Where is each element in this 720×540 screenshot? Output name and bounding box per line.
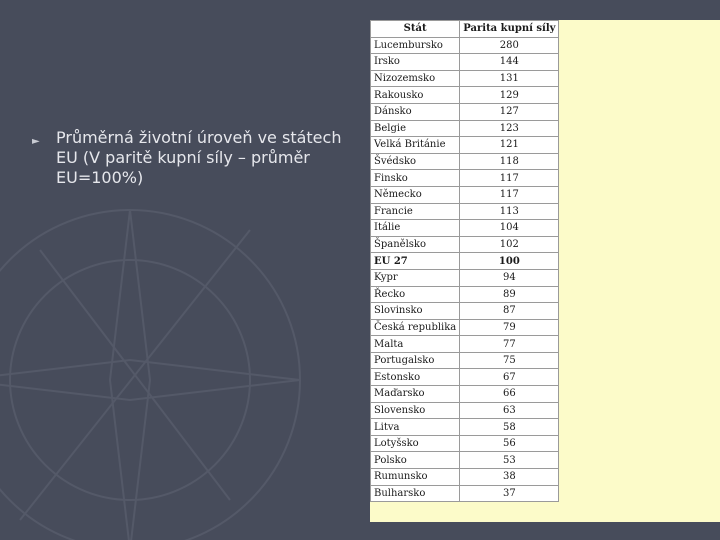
table-row: [371, 435, 559, 452]
value-cell: 144: [460, 54, 559, 71]
country-cell: Německo: [371, 186, 460, 203]
table-row: [371, 336, 559, 353]
country-cell: Česká republika: [371, 319, 460, 336]
table-row: [371, 236, 559, 253]
table-row: [371, 70, 559, 87]
value-cell: 118: [460, 153, 559, 170]
value-cell: 123: [460, 120, 559, 137]
bullet-arrow-icon: ►: [32, 136, 40, 147]
table-row: [371, 103, 559, 120]
value-cell: 37: [460, 485, 559, 502]
country-cell: EU 27: [371, 253, 460, 270]
bullet-text: Průměrná životní úroveň ve státech EU (V paritě kupní síly – průměr EU=100%): [56, 128, 342, 187]
table-row: [371, 87, 559, 104]
value-cell: 117: [460, 186, 559, 203]
table-row: [371, 386, 559, 403]
table-row: [371, 419, 559, 436]
value-cell: 117: [460, 170, 559, 187]
country-cell: Bulharsko: [371, 485, 460, 502]
country-cell: Rumunsko: [371, 469, 460, 486]
value-cell: 53: [460, 452, 559, 469]
table-row: [371, 120, 559, 137]
country-cell: Slovinsko: [371, 303, 460, 320]
table-row: [371, 253, 559, 270]
country-cell: Finsko: [371, 170, 460, 187]
country-cell: Nizozemsko: [371, 70, 460, 87]
country-cell: Litva: [371, 419, 460, 436]
table-row: [371, 352, 559, 369]
value-cell: 79: [460, 319, 559, 336]
column-header-value: Parita kupní síly: [460, 21, 559, 38]
table-row: [371, 269, 559, 286]
country-cell: Lotyšsko: [371, 435, 460, 452]
table-row: [371, 485, 559, 502]
table-row: [371, 186, 559, 203]
value-cell: 75: [460, 352, 559, 369]
country-cell: Řecko: [371, 286, 460, 303]
table-row: [371, 54, 559, 71]
table-row: [371, 369, 559, 386]
country-cell: Španělsko: [371, 236, 460, 253]
value-cell: 280: [460, 37, 559, 54]
country-cell: Francie: [371, 203, 460, 220]
value-cell: 129: [460, 87, 559, 104]
column-header-country: Stát: [371, 21, 460, 38]
table-row: [371, 170, 559, 187]
country-cell: Dánsko: [371, 103, 460, 120]
table-row: [371, 319, 559, 336]
table-header-row: [371, 21, 559, 38]
table-row: [371, 402, 559, 419]
table-row: [371, 286, 559, 303]
table-row: [371, 153, 559, 170]
country-cell: Švédsko: [371, 153, 460, 170]
table-row: [371, 137, 559, 154]
country-cell: Rakousko: [371, 87, 460, 104]
value-cell: 113: [460, 203, 559, 220]
country-cell: Portugalsko: [371, 352, 460, 369]
country-cell: Kypr: [371, 269, 460, 286]
table-row: [371, 37, 559, 54]
value-cell: 63: [460, 402, 559, 419]
table-row: [371, 203, 559, 220]
value-cell: 56: [460, 435, 559, 452]
value-cell: 38: [460, 469, 559, 486]
country-cell: Slovensko: [371, 402, 460, 419]
table-row: [371, 220, 559, 237]
country-cell: Velká Británie: [371, 137, 460, 154]
value-cell: 67: [460, 369, 559, 386]
value-cell: 102: [460, 236, 559, 253]
value-cell: 66: [460, 386, 559, 403]
value-cell: 127: [460, 103, 559, 120]
value-cell: 121: [460, 137, 559, 154]
value-cell: 58: [460, 419, 559, 436]
value-cell: 94: [460, 269, 559, 286]
purchasing-power-table: [370, 20, 559, 502]
country-cell: Malta: [371, 336, 460, 353]
country-cell: Estonsko: [371, 369, 460, 386]
table-row: [371, 303, 559, 320]
country-cell: Belgie: [371, 120, 460, 137]
value-cell: 89: [460, 286, 559, 303]
table-row: [371, 452, 559, 469]
country-cell: Maďarsko: [371, 386, 460, 403]
table-row: [371, 469, 559, 486]
value-cell: 131: [460, 70, 559, 87]
value-cell: 77: [460, 336, 559, 353]
value-cell: 100: [460, 253, 559, 270]
country-cell: Itálie: [371, 220, 460, 237]
country-cell: Lucembursko: [371, 37, 460, 54]
value-cell: 87: [460, 303, 559, 320]
country-cell: Irsko: [371, 54, 460, 71]
value-cell: 104: [460, 220, 559, 237]
table-panel: [370, 20, 720, 522]
country-cell: Polsko: [371, 452, 460, 469]
